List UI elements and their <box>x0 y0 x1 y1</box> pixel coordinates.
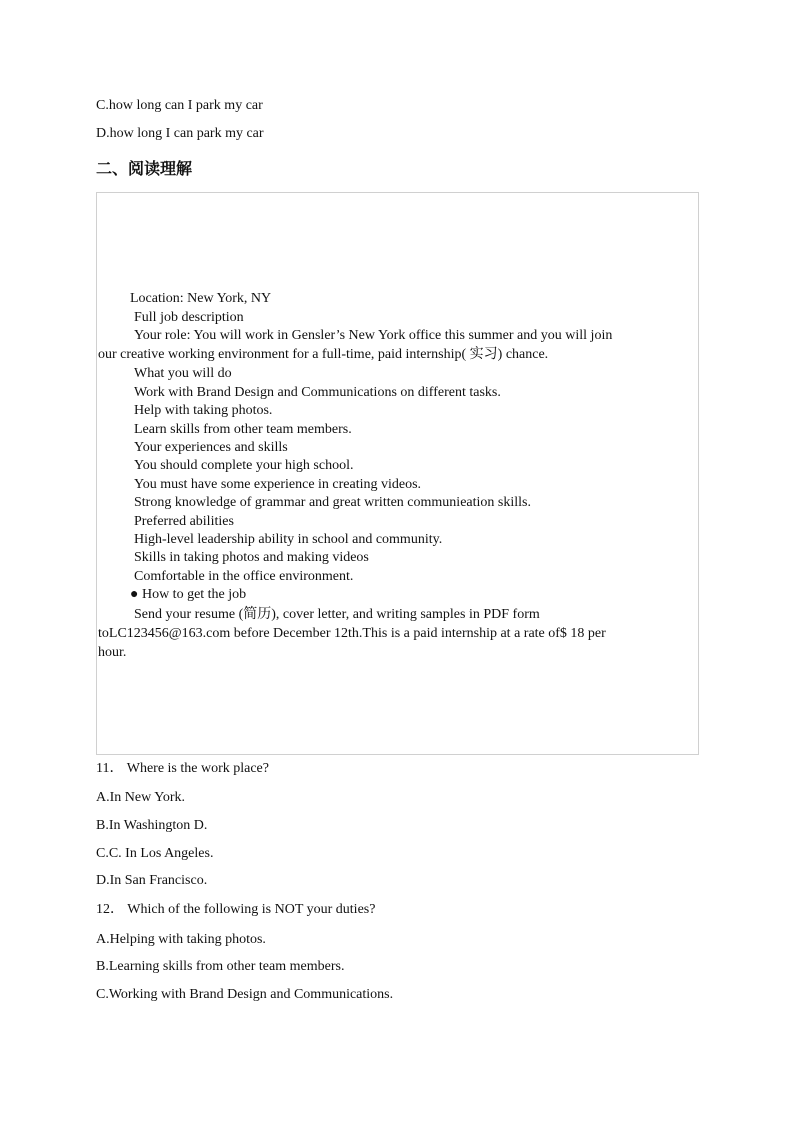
section-heading: 二、阅读理解 <box>96 159 193 178</box>
option-d-prev: D.how long I can park my car <box>96 126 264 141</box>
passage-full-job: Full job description <box>134 310 244 325</box>
q12-option-a: A.Helping with taking photos. <box>96 932 266 947</box>
passage-how-line-1: Send your resume (简历), cover letter, and writing samples in PDF form <box>134 607 540 622</box>
passage-experience-2: You must have some experience in creating videos. <box>134 477 422 492</box>
passage-location: Location: New York, NY <box>130 291 272 306</box>
passage-what-do-heading: What you will do <box>134 366 232 381</box>
passage-preferred-1: High-level leadership ability in school and community. <box>134 532 443 547</box>
passage-experience-heading: Your experiences and skills <box>134 440 288 455</box>
q11-option-d: D.In San Francisco. <box>96 873 208 888</box>
passage-experience-3: Strong knowledge of grammar and great written communieation skills. <box>134 495 531 510</box>
passage-duty-1: Work with Brand Design and Communications on different tasks. <box>134 385 501 400</box>
passage-duty-2: Help with taking photos. <box>134 403 273 418</box>
q11-option-c: C.C. In Los Angeles. <box>96 846 214 861</box>
passage-duty-3: Learn skills from other team members. <box>134 422 352 437</box>
passage-how-line-2: toLC123456@163.com before December 12th.This is a paid internship at a rate of$ 18 per <box>98 626 606 641</box>
passage-experience-1: You should complete your high school. <box>134 458 354 473</box>
passage-how-line-3: hour. <box>98 645 127 660</box>
passage-preferred-3: Comfortable in the office environment. <box>134 569 354 584</box>
passage-preferred-heading: Preferred abilities <box>134 514 234 529</box>
q12-option-b: B.Learning skills from other team members. <box>96 959 345 974</box>
passage-role-line-1: Your role: You will work in Gensler’s New York office this summer and you will join <box>134 328 613 343</box>
passage-box <box>96 192 699 755</box>
q11-stem: 11． Where is the work place? <box>96 761 269 776</box>
q12-stem: 12． Which of the following is NOT your duties? <box>96 902 376 917</box>
passage-role-line-2: our creative working environment for a full-time, paid internship( 实习) chance. <box>98 347 549 362</box>
q11-option-a: A.In New York. <box>96 790 186 805</box>
passage-how-heading: ● How to get the job <box>130 587 247 602</box>
option-c-prev: C.how long can I park my car <box>96 98 263 113</box>
passage-preferred-2: Skills in taking photos and making videos <box>134 550 369 565</box>
q12-option-c: C.Working with Brand Design and Communications. <box>96 987 394 1002</box>
q11-option-b: B.In Washington D. <box>96 818 208 833</box>
